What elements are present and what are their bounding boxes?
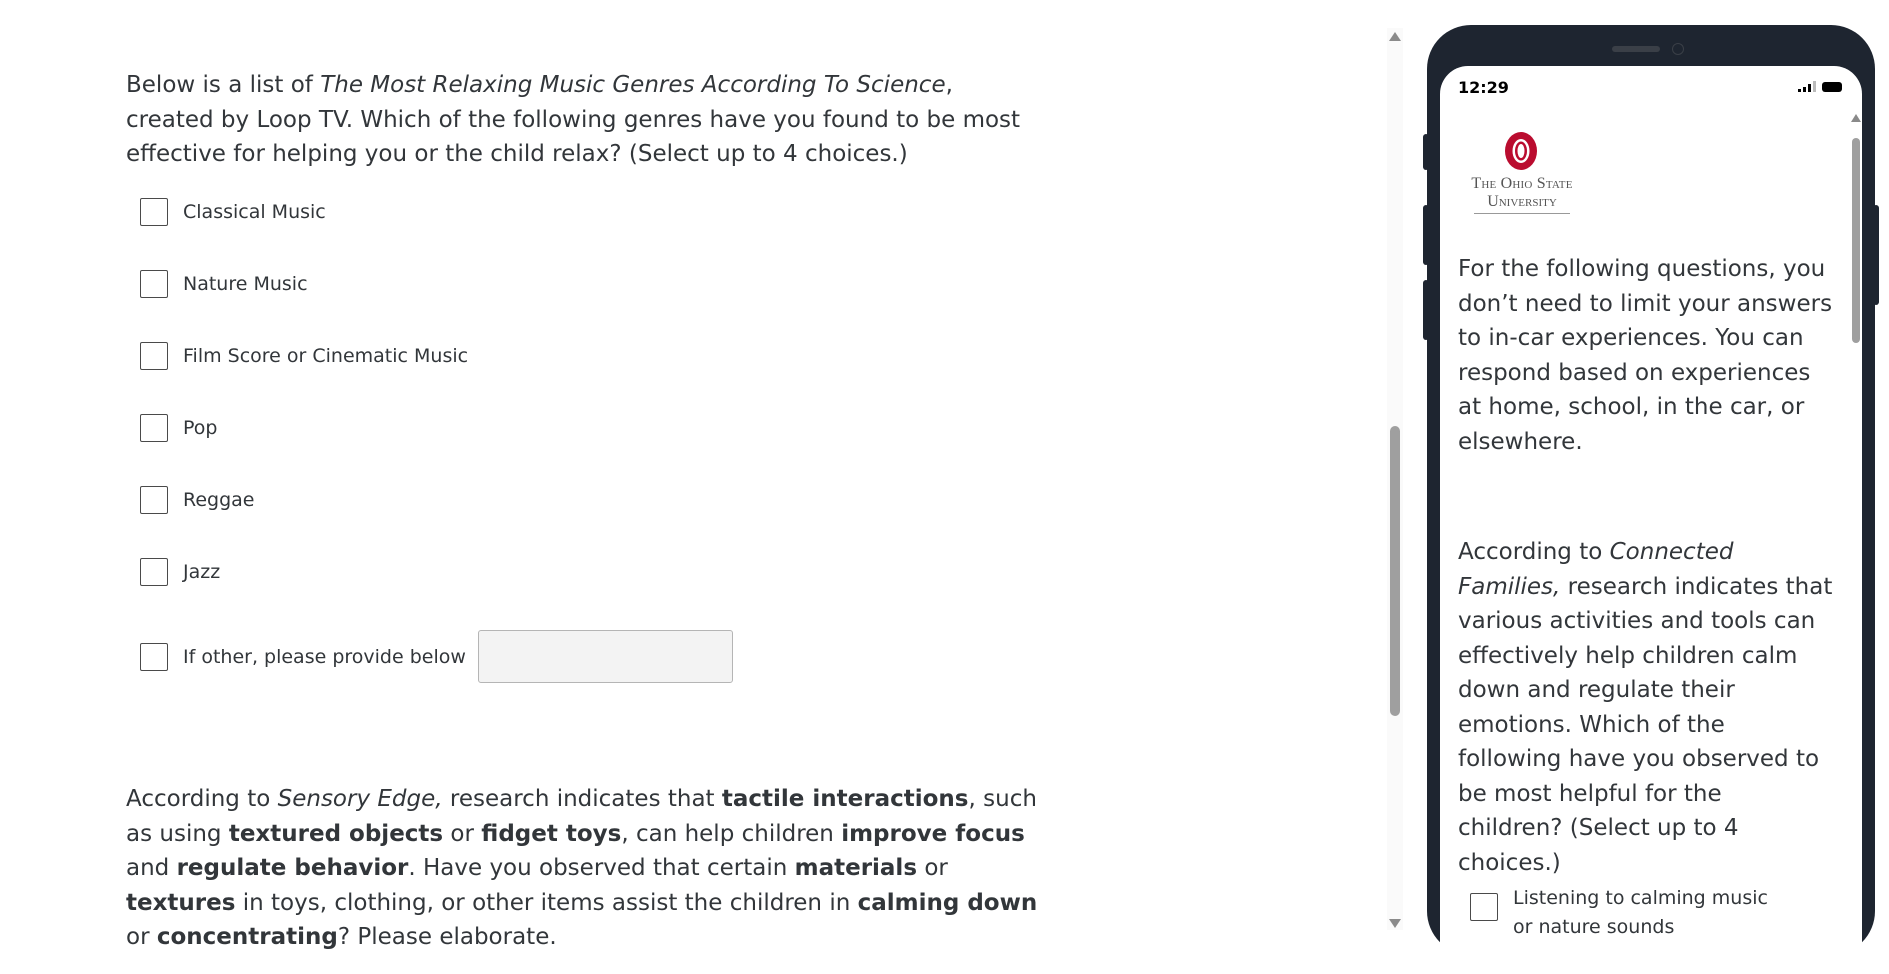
option-label: If other, please provide below — [183, 645, 466, 668]
question-text: research indicates that various activities and tools can effectively help children calm down and regulate their emotions. Which of the following have you observed to be most helpful for the children? (Select up to 4 choices.) — [1458, 573, 1833, 876]
question-text: Please elaborate. — [350, 924, 557, 950]
scroll-down-arrow-icon[interactable] — [1389, 919, 1401, 928]
question-text: According to — [1458, 539, 1610, 565]
phone-camera-icon — [1672, 43, 1684, 55]
question-text: According to — [126, 786, 278, 812]
question-tactile-interactions — [126, 782, 1046, 955]
question-text: , can help children — [621, 820, 842, 847]
scrollbar-thumb[interactable] — [1852, 138, 1860, 343]
question-source-title: The Most Relaxing Music Genres According To Science — [320, 72, 946, 98]
option-jazz[interactable] — [140, 556, 220, 588]
scroll-up-arrow-icon[interactable] — [1389, 32, 1401, 41]
emphasis: materials — [794, 855, 918, 881]
checkbox[interactable] — [1470, 893, 1498, 921]
emphasis: textured objects — [228, 820, 444, 847]
checkbox[interactable] — [140, 342, 168, 370]
option-classical-music[interactable] — [140, 196, 326, 228]
other-text-input[interactable] — [478, 630, 733, 683]
status-bar-time: 12:29 — [1458, 78, 1509, 97]
question-text: ? — [337, 924, 351, 950]
emphasis: textures — [126, 889, 236, 916]
mobile-intro-text: For the following questions, you don’t need to limit your answers to in-car experiences. You can respond based on experiences at home, school, in the car, or elsewhere. — [1458, 256, 1833, 455]
option-label: Classical Music — [183, 201, 326, 223]
option-reggae[interactable] — [140, 484, 255, 516]
mobile-scrollbar[interactable] — [1851, 114, 1861, 974]
emphasis: tactile interactions — [721, 786, 969, 812]
option-pop[interactable] — [140, 412, 217, 444]
question-text: . Have you observed that certain — [408, 855, 795, 881]
checkbox[interactable] — [140, 486, 168, 514]
question-music-genres — [126, 68, 1046, 172]
option-label: Pop — [183, 417, 218, 439]
emphasis: fidget toys — [481, 820, 622, 847]
question-text-intro: Below is a list of — [126, 72, 321, 98]
option-label: Listening to calming music or nature sounds — [1513, 887, 1768, 938]
question-text-rest: , created by Loop TV. Which of the following genres have you found to be most effective for helping you or the child relax? (Select up to 4 choices.) — [126, 72, 1021, 167]
scrollbar-thumb[interactable] — [1390, 426, 1400, 716]
question-text: , such as using — [126, 786, 1037, 847]
question-text: research indicates that — [442, 786, 722, 812]
option-nature-music[interactable] — [140, 268, 308, 300]
block-o-icon — [1503, 131, 1539, 171]
option-other[interactable] — [140, 629, 733, 684]
emphasis: concentrating — [156, 924, 338, 950]
option-label: Film Score or Cinematic Music — [183, 345, 469, 367]
checkbox[interactable] — [140, 270, 168, 298]
question-text: or — [126, 924, 157, 950]
mobile-option-calming-music[interactable] — [1470, 884, 1778, 942]
question-text: or — [917, 855, 948, 881]
logo-text-line1: The Ohio State — [1471, 175, 1573, 192]
logo-underline — [1474, 213, 1570, 214]
battery-icon — [1822, 82, 1842, 92]
question-text: and — [126, 855, 177, 881]
status-bar-icons — [1798, 81, 1842, 92]
mobile-question-text — [1458, 535, 1833, 880]
logo-text-line2: University — [1487, 193, 1557, 210]
emphasis: improve focus — [841, 820, 1025, 847]
mobile-preview-screen — [1440, 66, 1862, 966]
question-source-title: Connected Families, — [1458, 539, 1734, 600]
checkbox[interactable] — [140, 643, 168, 671]
mobile-preview-frame — [1427, 25, 1875, 955]
option-label: Nature Music — [183, 273, 308, 295]
emphasis: regulate behavior — [176, 855, 409, 881]
option-film-score[interactable] — [140, 340, 468, 372]
checkbox[interactable] — [140, 558, 168, 586]
main-scrollbar[interactable] — [1387, 28, 1403, 930]
checkbox[interactable] — [140, 414, 168, 442]
option-label: Jazz — [183, 561, 221, 583]
emphasis: calming down — [857, 889, 1038, 916]
question-text: or — [443, 820, 482, 847]
checkbox[interactable] — [140, 198, 168, 226]
option-label: Reggae — [183, 489, 255, 511]
phone-speaker — [1612, 46, 1660, 52]
signal-icon — [1798, 81, 1816, 92]
question-source-title: Sensory Edge, — [277, 786, 443, 812]
question-text: in toys, clothing, or other items assist the children in — [235, 889, 858, 916]
scroll-up-arrow-icon[interactable] — [1851, 114, 1861, 122]
